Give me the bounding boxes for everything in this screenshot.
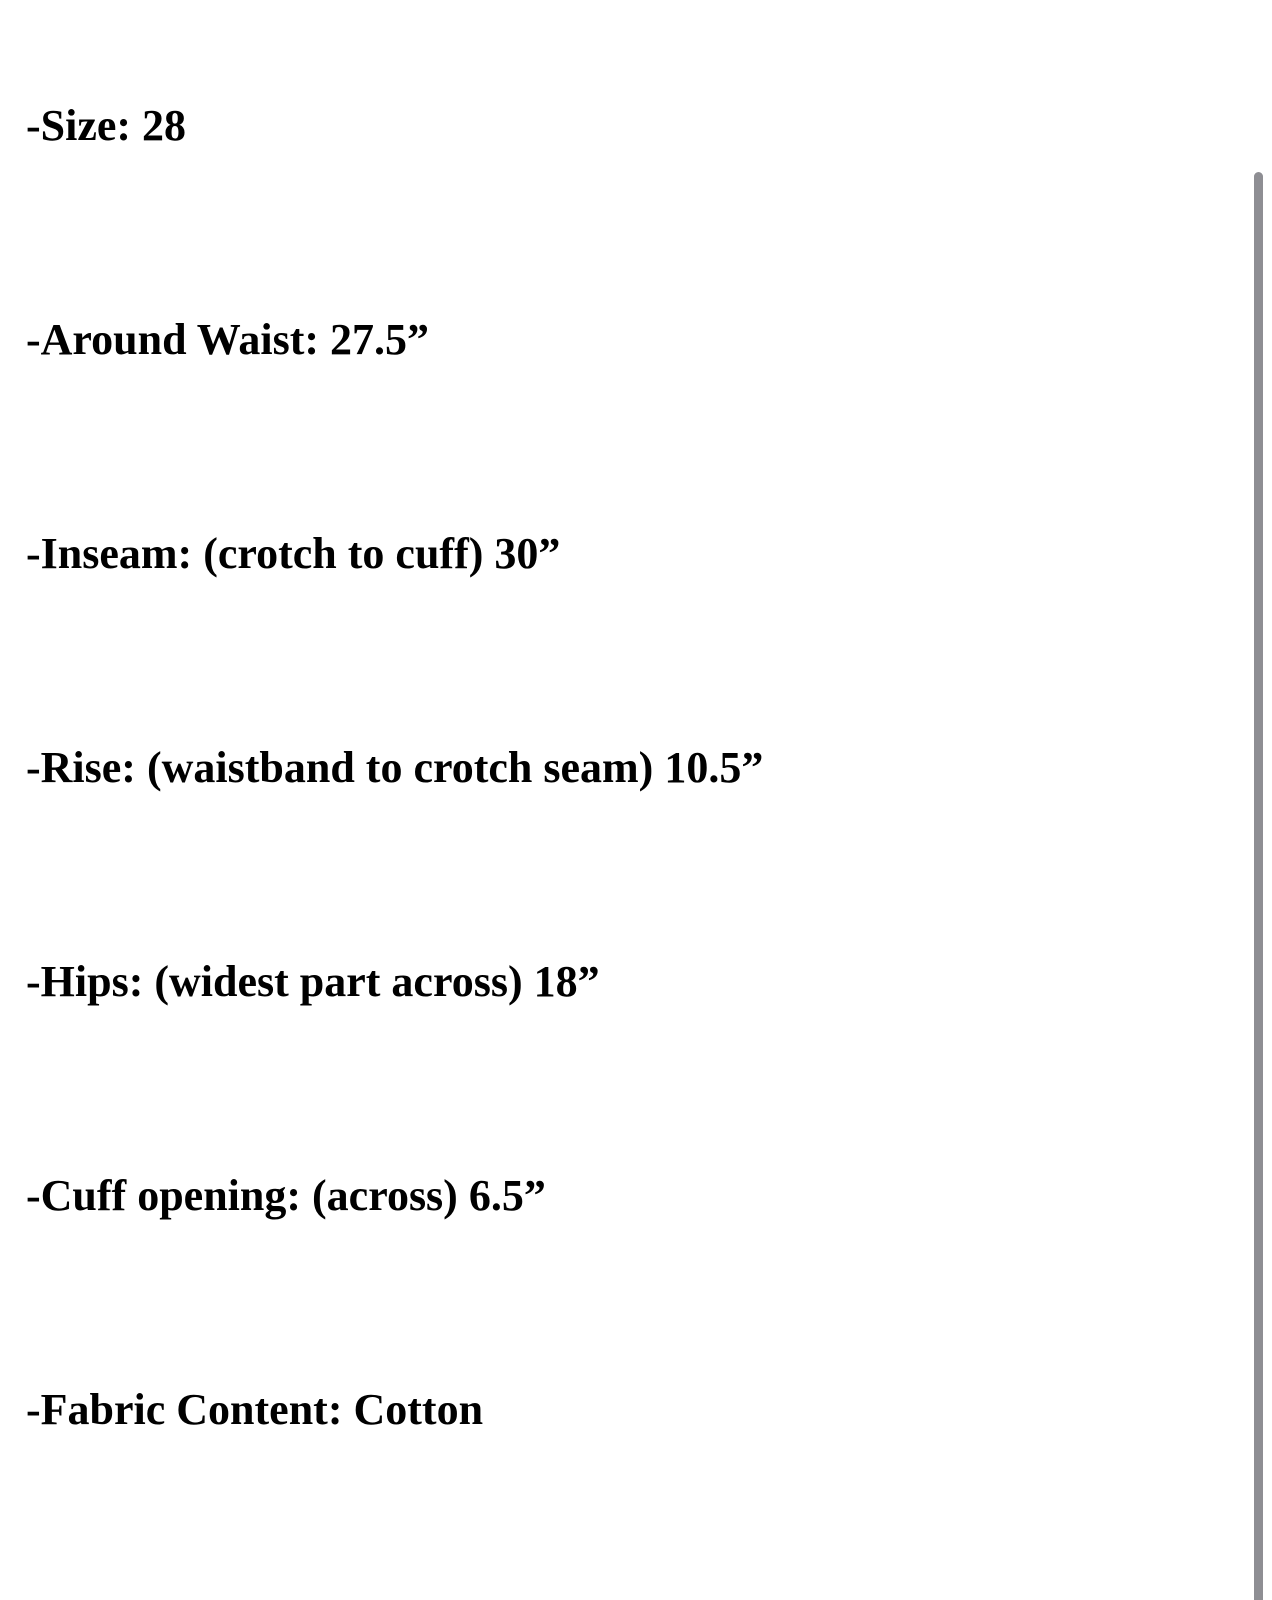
rise-line: -Rise: (waistband to crotch seam) 10.5”	[26, 743, 764, 792]
hips-line: -Hips: (widest part across) 18”	[26, 957, 600, 1006]
inseam-line: -Inseam: (crotch to cuff) 30”	[26, 529, 561, 578]
size-line: -Size: 28	[26, 101, 187, 150]
cuff-opening-line: -Cuff opening: (across) 6.5”	[26, 1171, 546, 1220]
fabric-content-line: -Fabric Content: Cotton	[26, 1385, 484, 1434]
scrollbar-thumb[interactable]	[1254, 172, 1263, 1600]
waist-line: -Around Waist: 27.5”	[26, 315, 430, 364]
